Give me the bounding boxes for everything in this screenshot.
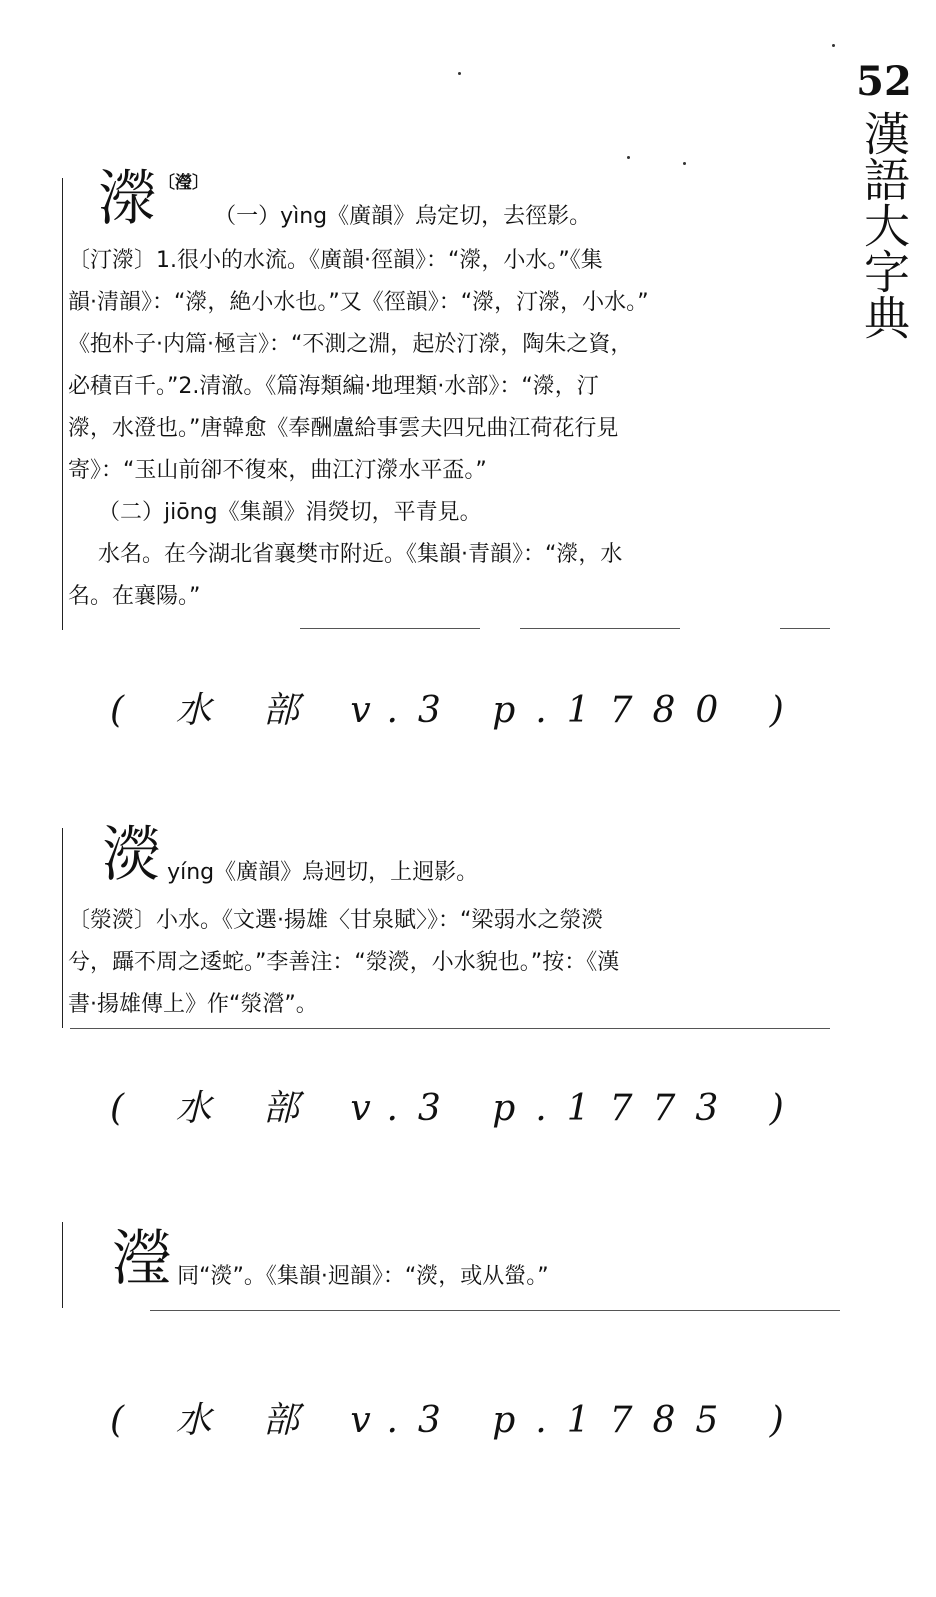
text-line: 必積百千。”2.清澈。《篇海類編·地理類·水部》：“濴，汀 <box>68 374 599 399</box>
reading-line: （一）yìng《廣韻》烏定切，去徑影。 <box>214 204 592 229</box>
margin-rule <box>62 828 63 1028</box>
head-character: 濙 <box>102 820 162 890</box>
divider <box>70 1028 830 1029</box>
divider <box>520 628 680 629</box>
text-line: 書·揚雄傳上》作“滎瀯”。 <box>68 992 318 1017</box>
reading-line: yíng《廣韻》烏迥切，上迥影。 <box>167 860 479 885</box>
head-character: 濴 <box>98 164 158 234</box>
entry-body <box>68 240 838 618</box>
stray-dot <box>683 162 686 165</box>
text-line: 兮，躡不周之逶蛇。”李善注：“滎濙，小水貌也。”按：《漢 <box>68 950 620 975</box>
text-line: 〔滎濙〕小水。《文選·揚雄〈甘泉賦〉》：“梁弱水之滎濙 <box>68 908 604 933</box>
handwritten-note: ( 水 部 v.3 p.1785 ) <box>110 1400 804 1441</box>
entry-text: 同“濙”。《集韻·迥韻》：“濙，或从螢。” <box>177 1264 549 1289</box>
divider <box>150 1310 840 1311</box>
stray-dot <box>627 156 630 159</box>
handwritten-note: ( 水 部 v.3 p.1780 ) <box>110 690 804 731</box>
text-line: 韻·清韻》：“濴，絶小水也。”又《徑韻》：“濴，汀濴，小水。” <box>68 290 649 315</box>
entry-body <box>68 900 838 1026</box>
divider <box>780 628 830 629</box>
entry-ying-water <box>102 820 479 890</box>
divider <box>300 628 480 629</box>
text-line: 〔汀濴〕1.很小的水流。《廣韻·徑韻》：“濴，小水。”《集 <box>68 248 603 273</box>
head-character: 瀅 <box>112 1224 172 1294</box>
text-line: 寄》：“玉山前卻不復來，曲江汀濴水平盃。” <box>68 458 487 483</box>
reading-line: （二）jiōng《集韻》涓熒切，平青見。 <box>98 500 482 525</box>
stray-dot <box>832 44 835 47</box>
variant-form: 〔瀅〕 <box>158 173 209 193</box>
margin-rule <box>62 178 63 630</box>
text-line: 名。在襄陽。” <box>68 584 201 609</box>
entry-ying-shui <box>98 164 878 240</box>
text-line: 水名。在今湖北省襄樊市附近。《集韻·青韻》：“濴，水 <box>98 542 623 567</box>
entry-ying-firefly <box>112 1224 549 1294</box>
text-line: 濴，水澄也。”唐韓愈《奉酬盧給事雲夫四兄曲江荷花行見 <box>68 416 619 441</box>
text-line: 《抱朴子·内篇·極言》：“不測之淵，起於汀濴，陶朱之資， <box>68 332 633 357</box>
margin-rule <box>62 1222 63 1308</box>
stray-dot <box>458 72 461 75</box>
page-number: 52 <box>856 58 912 105</box>
dictionary-title: 漢語大字典 <box>857 110 911 340</box>
handwritten-note: ( 水 部 v.3 p.1773 ) <box>110 1088 804 1129</box>
